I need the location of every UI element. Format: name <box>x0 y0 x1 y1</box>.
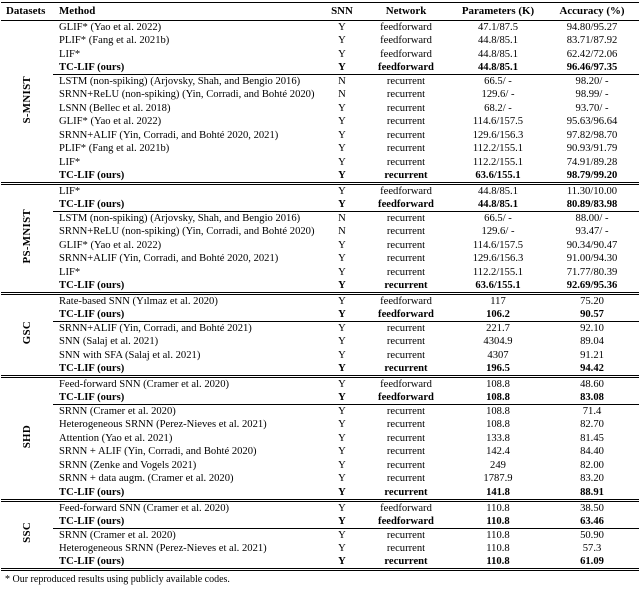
method-cell: GLIF* (Yao et al. 2022) <box>59 239 162 251</box>
accuracy-cell: 81.45 <box>580 432 604 444</box>
table-row <box>1 362 639 377</box>
network-cell: recurrent <box>384 556 428 567</box>
parameters-cell: 249 <box>490 459 506 471</box>
parameters-cell: 44.8/85.1 <box>451 184 545 199</box>
accuracy-cell: 83.71/87.92 <box>566 35 618 47</box>
accuracy-cell: 83.20 <box>580 473 604 485</box>
accuracy-cell: 96.46/97.35 <box>566 62 618 73</box>
parameters-cell: 112.2/155.1 <box>472 266 524 278</box>
table-row <box>1 555 639 570</box>
method-cell: Heterogeneous SRNN (Perez-Nieves et al. 2021) <box>59 542 267 554</box>
accuracy-cell: 92.10 <box>545 322 639 336</box>
method-cell: LSTM (non-spiking) (Arjovsky, Shah, and Bengio 2016) <box>53 212 323 226</box>
table-row <box>1 405 639 419</box>
dataset-label-text: GSC <box>20 321 33 345</box>
snn-cell: Y <box>338 116 346 128</box>
network-cell: feedforward <box>361 500 451 515</box>
table-row <box>1 515 639 529</box>
dataset-label-text: S-MNIST <box>20 75 33 124</box>
method-cell: SNN (Salaj et al. 2021) <box>59 336 159 348</box>
accuracy-cell: 93.70/ - <box>575 102 609 114</box>
parameters-cell: 110.8 <box>451 528 545 542</box>
method-cell: TC-LIF (ours) <box>59 170 125 181</box>
accuracy-cell: 92.69/95.36 <box>566 280 618 291</box>
parameters-cell: 44.8/85.1 <box>477 35 519 47</box>
snn-cell: Y <box>338 432 346 444</box>
accuracy-cell: 48.60 <box>545 377 639 392</box>
snn-cell: Y <box>338 419 346 431</box>
accuracy-cell: 75.20 <box>545 294 639 309</box>
snn-cell: Y <box>323 528 361 542</box>
table-row <box>1 266 639 280</box>
network-cell: recurrent <box>386 542 426 554</box>
snn-cell: Y <box>338 280 346 291</box>
accuracy-cell: 91.21 <box>580 349 604 361</box>
snn-cell: Y <box>338 309 346 320</box>
method-cell: Feed-forward SNN (Cramer et al. 2020) <box>53 377 323 392</box>
snn-cell: Y <box>338 349 346 361</box>
method-cell: LIF* <box>59 266 81 278</box>
table-row <box>1 472 639 486</box>
snn-cell: Y <box>338 48 346 60</box>
parameters-cell: 66.5/ - <box>451 212 545 226</box>
table-header <box>1 3 639 21</box>
table-row <box>1 169 639 184</box>
table-row <box>1 239 639 253</box>
method-cell: TC-LIF (ours) <box>59 486 125 498</box>
table-row <box>1 156 639 170</box>
parameters-cell: 129.6/156.3 <box>472 253 524 265</box>
table-row <box>1 500 639 515</box>
method-cell: LIF* <box>59 48 81 60</box>
method-cell: TC-LIF (ours) <box>59 280 125 291</box>
network-cell: feedforward <box>361 377 451 392</box>
parameters-cell: 129.6/156.3 <box>472 129 524 141</box>
parameters-cell: 108.8 <box>451 377 545 392</box>
method-cell: TC-LIF (ours) <box>59 392 125 403</box>
snn-cell: Y <box>338 363 346 374</box>
accuracy-cell: 82.70 <box>580 419 604 431</box>
accuracy-cell: 97.82/98.70 <box>566 129 618 141</box>
method-cell: SRNN+ALIF (Yin, Corradi, and Bohté 2021) <box>53 322 323 336</box>
table-row <box>1 75 639 89</box>
snn-cell: Y <box>338 143 346 155</box>
method-cell: SRNN + data augm. (Cramer et al. 2020) <box>59 473 234 485</box>
network-cell: recurrent <box>386 266 426 278</box>
method-cell: SRNN + ALIF (Yin, Corradi, and Bohté 2020) <box>59 446 257 458</box>
table-row <box>1 486 639 501</box>
parameters-cell: 112.2/155.1 <box>472 143 524 155</box>
accuracy-cell: 63.46 <box>580 515 604 527</box>
parameters-cell: 114.6/157.5 <box>472 239 524 251</box>
snn-cell: Y <box>338 35 346 47</box>
network-cell: feedforward <box>361 294 451 309</box>
table-row <box>1 34 639 48</box>
parameters-cell: 129.6/ - <box>481 226 515 238</box>
snn-cell: Y <box>323 294 361 309</box>
snn-cell: N <box>323 75 361 89</box>
method-cell: TC-LIF (ours) <box>59 363 125 374</box>
table-row <box>1 391 639 405</box>
parameters-cell: 47.1/87.5 <box>477 22 519 33</box>
accuracy-cell: 50.90 <box>545 528 639 542</box>
accuracy-cell: 88.91 <box>580 486 604 498</box>
network-cell: feedforward <box>378 62 434 73</box>
snn-cell: Y <box>338 266 346 278</box>
network-cell: recurrent <box>361 212 451 226</box>
snn-cell: Y <box>338 62 346 73</box>
snn-cell: Y <box>323 377 361 392</box>
snn-cell: Y <box>338 515 346 527</box>
network-cell: recurrent <box>386 116 426 128</box>
table-row <box>1 445 639 459</box>
network-cell: recurrent <box>361 528 451 542</box>
table-row <box>1 21 639 35</box>
parameters-cell: 112.2/155.1 <box>472 156 524 168</box>
snn-cell: Y <box>338 556 346 567</box>
table-row <box>1 225 639 239</box>
table-row <box>1 542 639 556</box>
network-cell: recurrent <box>386 432 426 444</box>
parameters-cell: 110.8 <box>486 515 510 527</box>
network-cell: recurrent <box>361 322 451 336</box>
accuracy-cell: 38.50 <box>545 500 639 515</box>
parameters-cell: 108.8 <box>451 405 545 419</box>
accuracy-cell: 90.34/90.47 <box>566 239 618 251</box>
header-method: Method <box>53 3 323 21</box>
parameters-cell: 142.4 <box>486 446 510 458</box>
dataset-label-s-mnist <box>1 21 53 184</box>
accuracy-cell: 62.42/72.06 <box>566 48 618 60</box>
accuracy-cell: 89.04 <box>580 336 604 348</box>
header-parameters: Parameters (K) <box>451 3 545 21</box>
table-row <box>1 142 639 156</box>
parameters-cell: 114.6/157.5 <box>472 116 524 128</box>
accuracy-cell: 98.79/99.20 <box>566 170 618 181</box>
table-row <box>1 418 639 432</box>
table-row <box>1 102 639 116</box>
parameters-cell: 4304.9 <box>483 336 513 348</box>
network-cell: recurrent <box>384 170 428 181</box>
network-cell: feedforward <box>361 184 451 199</box>
method-cell: SRNN+ALIF (Yin, Corradi, and Bohté 2020, 2021) <box>59 129 279 141</box>
snn-cell: N <box>323 212 361 226</box>
network-cell: recurrent <box>386 253 426 265</box>
table-row <box>1 459 639 473</box>
method-cell: Feed-forward SNN (Cramer et al. 2020) <box>53 500 323 515</box>
header-accuracy: Accuracy (%) <box>545 3 639 21</box>
accuracy-cell: 61.09 <box>580 556 604 567</box>
network-cell: recurrent <box>386 89 426 101</box>
accuracy-cell: 94.42 <box>580 363 604 374</box>
method-cell: TC-LIF (ours) <box>59 62 125 73</box>
parameters-cell: 110.8 <box>451 500 545 515</box>
method-cell: SRNN+ReLU (non-spiking) (Yin, Corradi, and Bohté 2020) <box>59 89 315 101</box>
network-cell: feedforward <box>380 48 432 60</box>
parameters-cell: 106.2 <box>486 309 510 320</box>
accuracy-cell: 11.30/10.00 <box>545 184 639 199</box>
method-cell: LSNN (Bellec et al. 2018) <box>59 102 171 114</box>
table-row <box>1 252 639 266</box>
method-cell: Rate-based SNN (Yılmaz et al. 2020) <box>53 294 323 309</box>
table-row <box>1 294 639 309</box>
accuracy-cell: 71.77/80.39 <box>566 266 618 278</box>
dataset-label-text: SHD <box>20 424 33 448</box>
snn-cell: Y <box>338 473 346 485</box>
parameters-cell: 129.6/ - <box>481 89 515 101</box>
snn-cell: Y <box>338 392 346 403</box>
network-cell: feedforward <box>380 22 432 33</box>
accuracy-cell: 84.40 <box>580 446 604 458</box>
header-datasets: Datasets <box>1 3 53 21</box>
method-cell: Heterogeneous SRNN (Perez-Nieves et al. 2021) <box>59 419 267 431</box>
network-cell: recurrent <box>384 486 428 498</box>
parameters-cell: 196.5 <box>486 363 510 374</box>
dataset-label-ssc <box>1 500 53 570</box>
dataset-label-ps-mnist <box>1 184 53 294</box>
accuracy-cell: 88.00/ - <box>545 212 639 226</box>
method-cell: SRNN+ALIF (Yin, Corradi, and Bohté 2020, 2021) <box>59 253 279 265</box>
accuracy-cell: 57.3 <box>582 542 602 554</box>
parameters-cell: 110.8 <box>486 556 510 567</box>
method-cell: PLIF* (Fang et al. 2021b) <box>59 143 170 155</box>
table-row <box>1 88 639 102</box>
network-cell: recurrent <box>386 102 426 114</box>
table-row <box>1 184 639 199</box>
accuracy-cell: 98.99/ - <box>575 89 609 101</box>
parameters-cell: 141.8 <box>486 486 510 498</box>
results-table <box>1 2 639 571</box>
network-cell: recurrent <box>386 349 426 361</box>
parameters-cell: 1787.9 <box>483 473 513 485</box>
header-snn: SNN <box>323 3 361 21</box>
method-cell: SRNN (Zenke and Vogels 2021) <box>59 459 197 471</box>
table-row <box>1 308 639 322</box>
table-row <box>1 115 639 129</box>
snn-cell: Y <box>338 446 346 458</box>
snn-cell: N <box>338 89 346 101</box>
network-cell: recurrent <box>386 446 426 458</box>
network-cell: feedforward <box>380 35 432 47</box>
accuracy-cell: 74.91/89.28 <box>566 156 618 168</box>
network-cell: feedforward <box>378 515 434 527</box>
header-network: Network <box>361 3 451 21</box>
network-cell: recurrent <box>386 129 426 141</box>
network-cell: recurrent <box>386 459 426 471</box>
snn-cell: Y <box>338 542 346 554</box>
method-cell: LIF* <box>59 156 81 168</box>
method-cell: LIF* <box>53 184 323 199</box>
method-cell: TC-LIF (ours) <box>59 199 125 210</box>
snn-cell: Y <box>323 184 361 199</box>
method-cell: GLIF* (Yao et al. 2022) <box>59 22 162 33</box>
parameters-cell: 133.8 <box>486 432 510 444</box>
parameters-cell: 66.5/ - <box>451 75 545 89</box>
method-cell: TC-LIF (ours) <box>59 309 125 320</box>
method-cell: PLIF* (Fang et al. 2021b) <box>59 35 170 47</box>
accuracy-cell: 83.08 <box>580 392 604 403</box>
accuracy-cell: 82.00 <box>580 459 604 471</box>
table-row <box>1 432 639 446</box>
parameters-cell: 221.7 <box>451 322 545 336</box>
dataset-label-gsc <box>1 294 53 377</box>
parameters-cell: 4307 <box>487 349 509 361</box>
parameters-cell: 63.6/155.1 <box>475 170 521 181</box>
accuracy-cell: 94.80/95.27 <box>566 22 618 33</box>
method-cell: SRNN (Cramer et al. 2020) <box>53 405 323 419</box>
snn-cell: Y <box>338 459 346 471</box>
method-cell: TC-LIF (ours) <box>59 515 125 527</box>
accuracy-cell: 80.89/83.98 <box>566 199 618 210</box>
dataset-label-text: SSC <box>20 522 33 544</box>
network-cell: feedforward <box>378 199 434 210</box>
snn-cell: Y <box>338 253 346 265</box>
network-cell: recurrent <box>386 239 426 251</box>
parameters-cell: 110.8 <box>486 542 510 554</box>
snn-cell: Y <box>338 102 346 114</box>
method-cell: SRNN (Cramer et al. 2020) <box>53 528 323 542</box>
parameters-cell: 63.6/155.1 <box>475 280 521 291</box>
network-cell: feedforward <box>378 309 434 320</box>
table-row <box>1 335 639 349</box>
network-cell: recurrent <box>361 75 451 89</box>
table-row <box>1 349 639 363</box>
accuracy-cell: 98.20/ - <box>545 75 639 89</box>
table-row <box>1 61 639 75</box>
method-cell: Attention (Yao et al. 2021) <box>59 432 173 444</box>
parameters-cell: 44.8/85.1 <box>477 62 519 73</box>
network-cell: recurrent <box>386 419 426 431</box>
network-cell: recurrent <box>386 336 426 348</box>
method-cell: TC-LIF (ours) <box>59 556 125 567</box>
results-table-body <box>1 21 639 570</box>
snn-cell: Y <box>338 156 346 168</box>
network-cell: recurrent <box>386 156 426 168</box>
parameters-cell: 108.8 <box>486 419 510 431</box>
parameters-cell: 44.8/85.1 <box>477 199 519 210</box>
table-row <box>1 129 639 143</box>
method-cell: SRNN+ReLU (non-spiking) (Yin, Corradi, and Bohté 2020) <box>59 226 315 238</box>
accuracy-cell: 90.57 <box>580 309 604 320</box>
accuracy-cell: 91.00/94.30 <box>566 253 618 265</box>
table-row <box>1 212 639 226</box>
snn-cell: Y <box>323 405 361 419</box>
table-row <box>1 48 639 62</box>
snn-cell: N <box>338 226 346 238</box>
table-row <box>1 279 639 294</box>
network-cell: recurrent <box>384 280 428 291</box>
snn-cell: Y <box>338 22 346 33</box>
parameters-cell: 44.8/85.1 <box>477 48 519 60</box>
network-cell: recurrent <box>386 473 426 485</box>
accuracy-cell: 95.63/96.64 <box>566 116 618 128</box>
table-row <box>1 528 639 542</box>
table-footnote: * Our reproduced results using publicly available codes. <box>5 574 230 585</box>
parameters-cell: 117 <box>451 294 545 309</box>
network-cell: recurrent <box>386 143 426 155</box>
snn-cell: Y <box>338 486 346 498</box>
snn-cell: Y <box>338 129 346 141</box>
table-row <box>1 198 639 212</box>
dataset-label-text: PS-MNIST <box>20 209 33 264</box>
dataset-label-shd <box>1 377 53 501</box>
method-cell: SNN with SFA (Salaj et al. 2021) <box>59 349 201 361</box>
network-cell: recurrent <box>361 405 451 419</box>
accuracy-cell: 93.47/ - <box>575 226 609 238</box>
snn-cell: Y <box>338 239 346 251</box>
snn-cell: Y <box>338 199 346 210</box>
method-cell: GLIF* (Yao et al. 2022) <box>59 116 162 128</box>
snn-cell: Y <box>323 500 361 515</box>
header-row <box>1 3 639 21</box>
table-row <box>1 377 639 392</box>
network-cell: feedforward <box>378 392 434 403</box>
table-row <box>1 322 639 336</box>
accuracy-cell: 71.4 <box>545 405 639 419</box>
parameters-cell: 108.8 <box>486 392 510 403</box>
method-cell: LSTM (non-spiking) (Arjovsky, Shah, and Bengio 2016) <box>53 75 323 89</box>
accuracy-cell: 90.93/91.79 <box>566 143 618 155</box>
network-cell: recurrent <box>384 363 428 374</box>
parameters-cell: 68.2/ - <box>484 102 512 114</box>
network-cell: recurrent <box>386 226 426 238</box>
snn-cell: Y <box>338 336 346 348</box>
snn-cell: Y <box>323 322 361 336</box>
snn-cell: Y <box>338 170 346 181</box>
